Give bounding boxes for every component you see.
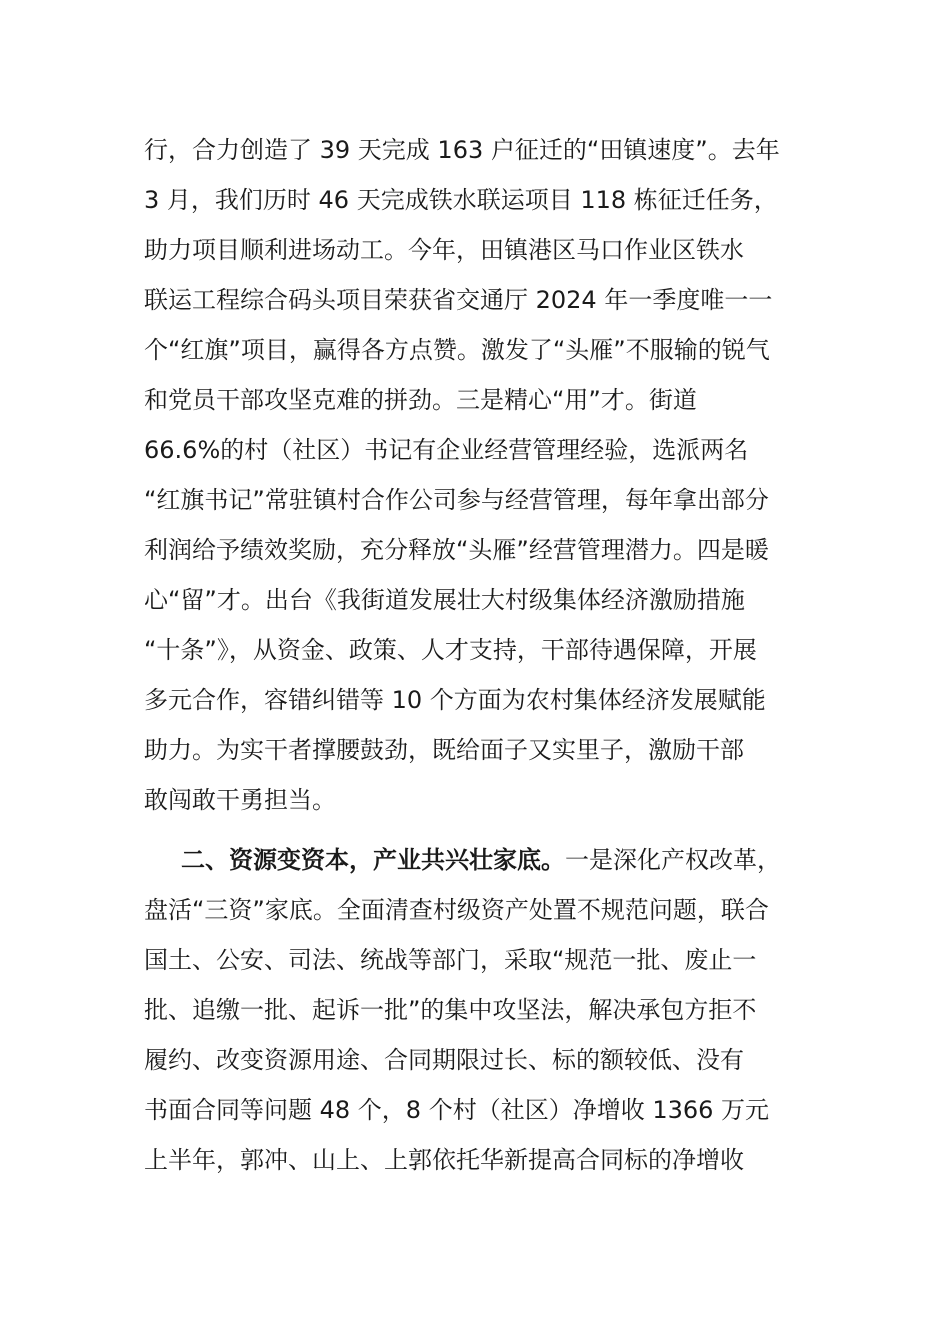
body-text-line: 利润给予绩效奖励，充分释放“头雁”经营管理潜力。四是暖 [144,536,769,564]
body-text-line: 国土、公安、司法、统战等部门，采取“规范一批、废止一 [144,946,757,974]
body-text-line: 个“红旗”项目，赢得各方点赞。激发了“头雁”不服输的锐气 [144,336,770,364]
body-text-line: 和党员干部攻坚克难的拼劲。三是精心“用”才。街道 [144,386,697,414]
body-text-line: 履约、改变资源用途、合同期限过长、标的额较低、没有 [144,1046,744,1074]
section-heading: 二、资源变资本，产业共兴壮家底。 [181,846,565,874]
body-text-line: 心“留”才。出台《我街道发展壮大村级集体经济激励措施 [144,586,745,614]
body-text-line: 联运工程综合码头项目荣获省交通厅 2024 年一季度唯一一 [144,286,773,314]
body-text-line: 行，合力创造了 39 天完成 163 户征迁的“田镇速度”。去年 [144,136,780,164]
body-text-line: 书面合同等问题 48 个，8 个村（社区）净增收 1366 万元 [144,1096,770,1124]
section-heading-line [181,840,834,880]
body-text-line: 66.6%的村（社区）书记有企业经营管理经验，选派两名 [144,436,749,464]
body-text-line: 上半年，郭冲、山上、上郭依托华新提高合同标的净增收 [144,1146,744,1174]
body-text-line: 3 月，我们历时 46 天完成铁水联运项目 118 栋征迁任务， [144,186,778,214]
body-text-line: 批、追缴一批、起诉一批”的集中攻坚法，解决承包方拒不 [144,996,757,1024]
body-text-line: “十条”》，从资金、政策、人才支持，干部待遇保障，开展 [144,636,757,664]
body-text-line: 敢闯敢干勇担当。 [144,786,336,814]
section-intro-text: 一是深化产权改革， [565,846,781,874]
body-text-line: 盘活“三资”家底。全面清查村级资产处置不规范问题，联合 [144,896,769,924]
body-text-line: 助力。为实干者撑腰鼓劲，既给面子又实里子，激励干部 [144,736,744,764]
body-text-line: “红旗书记”常驻镇村合作公司参与经营管理，每年拿出部分 [144,486,769,514]
body-text-line: 多元合作，容错纠错等 10 个方面为农村集体经济发展赋能 [144,686,766,714]
body-text-line: 助力项目顺利进场动工。今年，田镇港区马口作业区铁水 [144,236,744,264]
